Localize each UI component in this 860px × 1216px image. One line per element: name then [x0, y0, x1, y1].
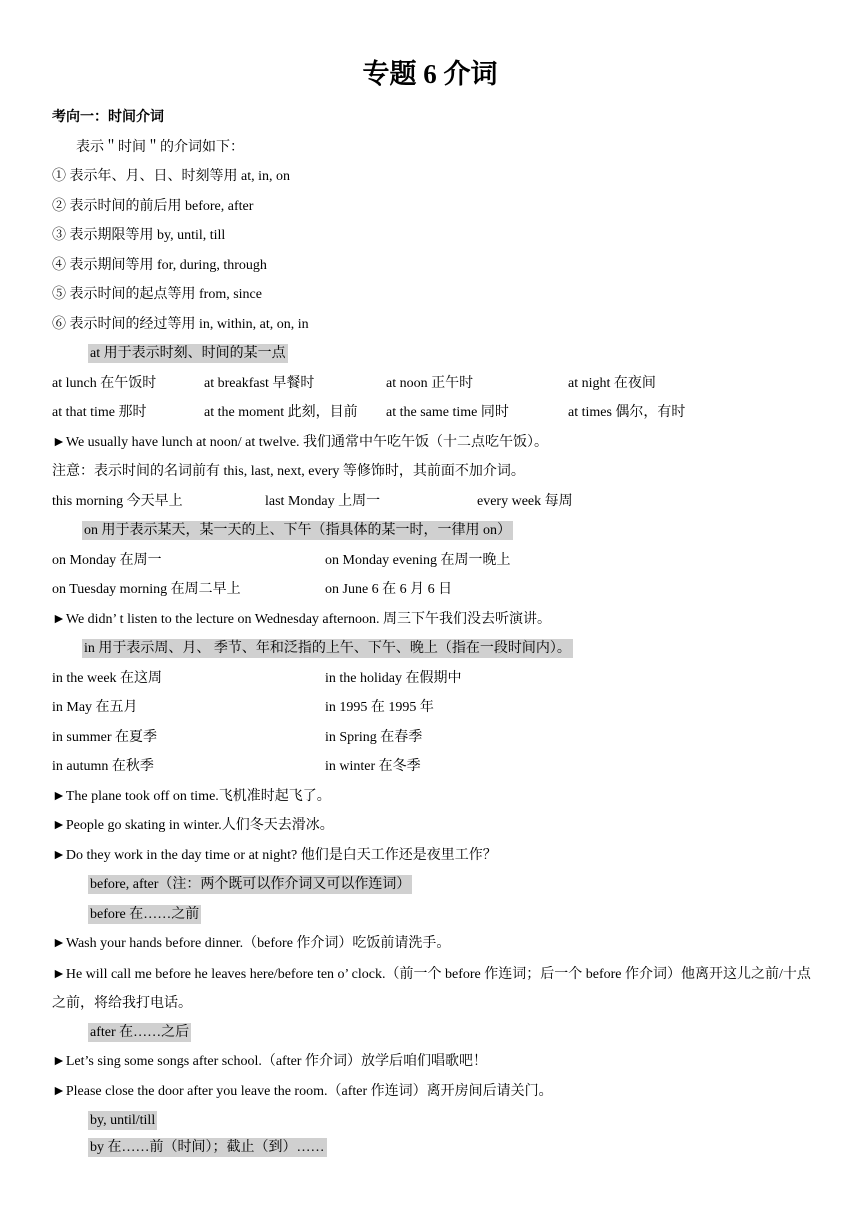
- by-heading-text: by, until/till: [90, 1113, 156, 1128]
- at-phrase: at lunch 在午饭时: [52, 376, 157, 391]
- by-definition-text: by 在……前（时间）；截止（到）……: [90, 1140, 325, 1155]
- example-sentence: ►The plane took off on time.飞机准时起飞了。: [52, 789, 331, 804]
- example-sentence: ►Do they work in the day time or at night? 他们是白天工作还是夜里工作？: [52, 848, 497, 863]
- in-phrase: in summer 在夏季: [52, 730, 157, 745]
- by-definition: [88, 1138, 327, 1158]
- section-heading: 考向一：时间介词: [52, 110, 164, 125]
- example-sentence: ►He will call me before he leaves here/before ten o’ clock.（前一个 before 作连词；后一个 before 作介词）他离开这儿之前/十点之前，将给我打电话。: [52, 967, 811, 1011]
- page-title: 专题 6 介词: [362, 59, 498, 89]
- numbered-item-6: ⑥ 表示时间的经过等用 in, within, at, on, in: [52, 317, 309, 332]
- at-phrase: at the same time 同时: [386, 405, 509, 420]
- on-heading: [82, 521, 513, 541]
- after-heading: [88, 1023, 191, 1043]
- at-phrase: at noon 正午时: [386, 376, 474, 391]
- in-phrase: in the week 在这周: [52, 671, 163, 686]
- at-phrase: at the moment 此刻，目前: [204, 405, 358, 420]
- in-heading: [82, 639, 573, 659]
- on-heading-text: on 用于表示某天，某一天的上、下午（指具体的某一时，一律用 on）: [84, 523, 511, 538]
- on-phrase: on Tuesday morning 在周二早上: [52, 582, 241, 597]
- at-phrase: at night 在夜间: [568, 376, 656, 391]
- at-heading-text: at 用于表示时刻、时间的某一点: [90, 346, 286, 361]
- numbered-item-4: ④ 表示期间等用 for, during, through: [52, 258, 267, 273]
- note-text: 注意：表示时间的名词前有 this, last, next, every 等修饰时，其前面不加介词。: [52, 464, 525, 479]
- numbered-item-2: ② 表示时间的前后用 before, after: [52, 199, 254, 214]
- phrase: last Monday 上周一: [265, 494, 381, 509]
- at-phrase: at times 偶尔，有时: [568, 405, 686, 420]
- phrase: every week 每周: [477, 494, 573, 509]
- example-sentence: ►People go skating in winter.人们冬天去滑冰。: [52, 818, 334, 833]
- numbered-item-1: ① 表示年、月、日、时刻等用 at, in, on: [52, 169, 290, 184]
- example-sentence: ►Let’s sing some songs after school.（after 作介词）放学后咱们唱歌吧！: [52, 1054, 487, 1069]
- after-heading-text: after 在……之后: [90, 1025, 190, 1040]
- phrase: this morning 今天早上: [52, 494, 183, 509]
- in-phrase: in May 在五月: [52, 700, 138, 715]
- in-phrase: in winter 在冬季: [325, 759, 421, 774]
- numbered-item-5: ⑤ 表示时间的起点等用 from, since: [52, 287, 262, 302]
- by-heading: [88, 1111, 157, 1131]
- in-phrase: in the holiday 在假期中: [325, 671, 462, 686]
- intro-text: 表示＂时间＂的介词如下：: [76, 140, 244, 155]
- at-phrase: at that time 那时: [52, 405, 147, 420]
- on-phrase: on Monday evening 在周一晚上: [325, 553, 511, 568]
- example-sentence: ►Wash your hands before dinner.（before 作介词）吃饭前请洗手。: [52, 936, 451, 951]
- example-sentence: ►We didn’ t listen to the lecture on Wednesday afternoon. 周三下午我们没去听演讲。: [52, 612, 552, 627]
- in-phrase: in Spring 在春季: [325, 730, 423, 745]
- before-after-heading: [88, 875, 412, 895]
- example-sentence: ►Please close the door after you leave the room.（after 作连词）离开房间后请关门。: [52, 1084, 553, 1099]
- on-phrase: on Monday 在周一: [52, 553, 162, 568]
- in-phrase: in autumn 在秋季: [52, 759, 154, 774]
- at-phrase: at breakfast 早餐时: [204, 376, 315, 391]
- in-heading-text: in 用于表示周、月、 季节、年和泛指的上午、下午、晚上（指在一段时间内）。: [84, 641, 571, 656]
- in-phrase: in 1995 在 1995 年: [325, 700, 434, 715]
- at-heading: [88, 344, 288, 364]
- example-sentence: ►We usually have lunch at noon/ at twelve. 我们通常中午吃午饭（十二点吃午饭）。: [52, 435, 549, 450]
- numbered-item-3: ③ 表示期限等用 by, until, till: [52, 228, 226, 243]
- before-heading: [88, 905, 201, 925]
- before-heading-text: before 在……之前: [90, 907, 200, 922]
- before-after-heading-text: before, after（注：两个既可以作介词又可以作连词）: [90, 877, 411, 892]
- on-phrase: on June 6 在 6 月 6 日: [325, 582, 453, 597]
